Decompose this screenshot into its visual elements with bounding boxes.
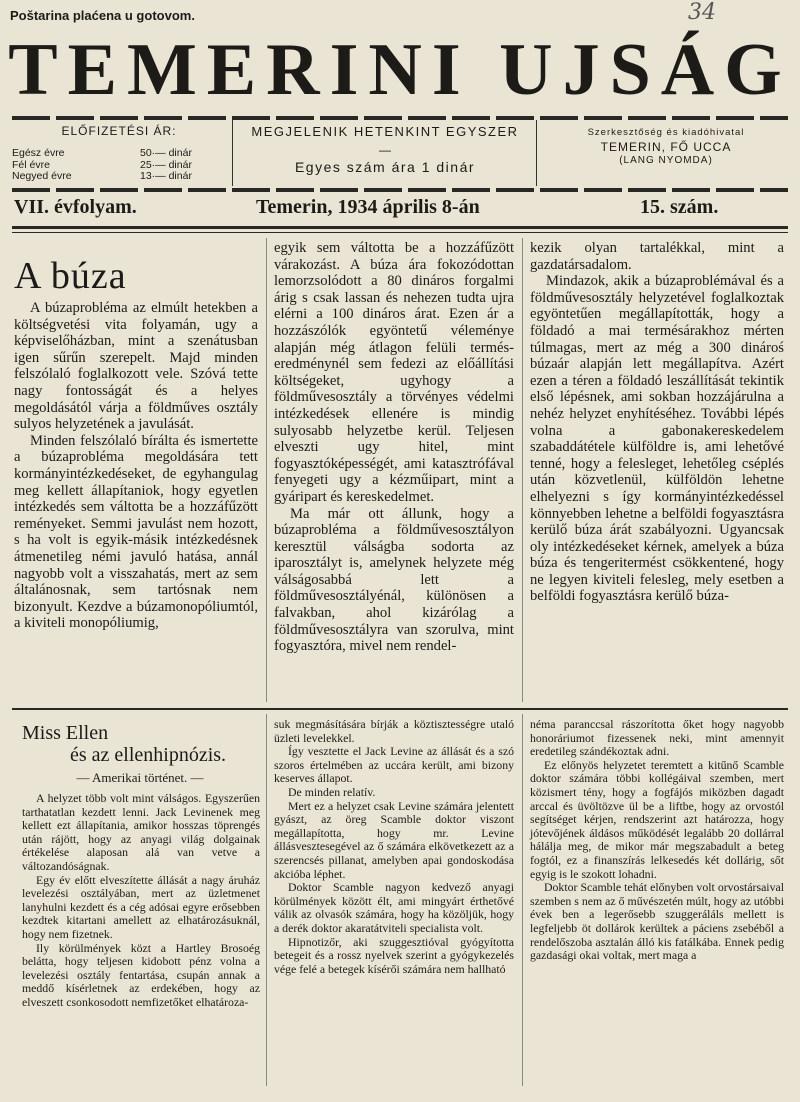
- article-column-1: [14, 300, 258, 632]
- subscription-price: 25·— dinár: [140, 158, 192, 171]
- article-paragraph: Mindazok, akik a búzaproblémával és a földművesosztály helyzetével foglalkoztak egyöntetűen megállapították, hogy a földadó a mai termésárakhoz mérten túlmagas, mert az még a 300 dinároś búzaár alapján lett megállapítva. Azért ezen a téren a földadó leszállítását tekintik első lépésnek, ami sokban hozzájárulna a nehéz helyzet enyhítéséhez. További lépés volna a gabonakereskedelem szabaddátétele külföldre is, ami lehetővé tenné, hogy a felesleget, lehetőleg cséplés után közvetlenül, külföldön lehetne elhelyezni s így kormányintézkedéssel könnyebben lehetne a belföldi fogyasztásra kerülő búza árát szabályozni. Ugyancsak oly intézkedéseket kérnek, amelyek a búza búza és tengeritermést csökkentené, hogy ne legyen kiviteli felesleg, mely esetben a belföldi fogyasztásra kerülő búza-: [530, 273, 784, 605]
- story-title-line-1: Miss Ellen: [22, 722, 109, 744]
- subscription-period: Negyed évre: [12, 170, 72, 182]
- subscription-price: 50·— dinár: [140, 147, 192, 159]
- story-paragraph: néma paranccsal rászorította őket hogy nagyobb honoráriumot fizessenek neki, mint amennyit eredetileg szándékoztak adni.: [530, 717, 784, 759]
- newspaper-title: TEMERINI UJSÁG: [8, 29, 792, 111]
- article-paragraph: A búzaprobléma az elmúlt hetekben a költségvetési vita folyamán, ugy a képviselőházban, mint a szenátusban igen sűrűn szerepelt. Majd minden felszólaló foglalkozott vele. Szóvá tette nagy fontosságát és a helyes megoldásától várja a földműves osztály sulyos helyzetének a javulását.: [14, 300, 258, 433]
- story-title-line-2: és az ellenhipnózis.: [70, 744, 227, 766]
- masthead-rule-middle: [12, 188, 788, 192]
- header-divider: [232, 120, 233, 186]
- story-paragraph: Mert ez a helyzet csak Levine számára jelentett gyászt, az öreg Scamble doktor viszont megállapította, hogy mr. Levine állásvesztesegével az ő számára elkövetkezett az a szerencsés pillanat, amelyben apai gondoskodása akcióba léphet.: [274, 798, 514, 881]
- subscription-heading: ELŐFIZETÉSI ÁR:: [61, 124, 177, 138]
- subscription-row: [12, 148, 226, 160]
- article-paragraph: Ma már ott állunk, hogy a búzaprobléma a földművesosztályon keresztül válságba sodorta az iparosztályt is, amelynek helyzete még válságosabbá lett a földművesosztályénál, különösen a falvakban, ahol kizárólag a földművesosztályra van szorulva, mint fogyasztóra, mivel nem rendel-: [274, 505, 514, 655]
- volume-number: VII. évfolyam.: [14, 196, 137, 218]
- masthead-rule-bottom: [12, 226, 788, 229]
- subscription-row: [12, 171, 226, 183]
- story-subtitle: — Amerikai történet. —: [76, 770, 204, 785]
- article-column-2: [274, 240, 514, 655]
- story-paragraph: Ez előnyös helyzetet teremtett a kitűnő Scamble doktor számára többi kollégáival szemben, mert közismert tény, hogy a fogfájós miközben dagadt arccal és üvöltözve ül be a liftbe, hogy az orvostól segítséget kérjen, rendszerint azt határozza, hogy jótevőjének áldásos működését legalább 20 dollárral hálálja meg, de mikor már megszabadult a beteg fogtól, ez a finanszírás lelkesedés két dollárig, sőt egyig is le szokott lohadni.: [530, 757, 784, 881]
- subscription-period: Fél évre: [12, 158, 50, 171]
- story-column-2: [274, 718, 514, 976]
- story-paragraph: De minden relatív.: [288, 784, 376, 799]
- single-issue-price: Egyes szám ára 1 dinár: [294, 159, 476, 175]
- story-paragraph: Egy év előtt elveszítette állását a nagy áruház levelezési osztályában, mert az üzletmenet lanyhulni kezdett és a cég adósai egyre erősebben kezdtek kitartani amellett az elhatározásuknál, hogy nem fizetnek.: [22, 872, 260, 941]
- column-divider: [522, 714, 523, 1086]
- story-paragraph: A helyzet több volt mint válságos. Egyszerűen tarthatatlan kezdett lenni. Jack Levinenek meg kellett ezt állapítania, amikor hosszas töprengés után rájött, hogy az anyagi világ dolgainak értékelése alaposan alá van vetve a változandóságnak.: [22, 791, 260, 873]
- masthead-rule-top: [12, 116, 788, 120]
- column-divider: [266, 238, 267, 702]
- article-column-3: [530, 240, 784, 605]
- story-paragraph: Hipnotizőr, aki szuggesztióval gyógyította betegeit és a rossz nyelvek szerint a gyógykezelés vége felé a betegek kísérői számára nem hallható: [274, 934, 514, 976]
- issue-number: 15. szám.: [640, 196, 719, 218]
- handwritten-mark: 34: [688, 0, 716, 25]
- story-paragraph: Így vesztette el Jack Levine az állását és a szó szoros értelmében az uccára került, ami bizony keserves állapot.: [274, 744, 514, 786]
- editorial-address: TEMERIN, FŐ UCCA: [600, 140, 732, 154]
- article-paragraph: kezik olyan tartalékkal, mint a gazdatársadalom.: [530, 240, 784, 273]
- place-and-date: Temerin, 1934 április 8-án: [256, 196, 480, 218]
- article-paragraph: egyik sem váltotta be a hozzáfűzött várakozást. A búza ára fokozódottan lemorzsolódott a 80 dináros forgalmi árig s csak lassan és nehezen tudta ujra elérni a 100 dináros árat. Ezen ár a hozzászólók egyöntetű véleménye alapján még átlagon felüli termés-eredménynél sem fedezi az előállítási költségeket, ugyhogy a földművesosztály a törvényes védelmi intézkedések ellenére is mindig sulyosabb helyzetbe kerül. Teljesen elveszti ugy hitel, mint fogyasztóképességét, ami katasztrófával fenyegeti ugy a kézműipart, mint a gyáripart és kereskedelmet.: [274, 240, 514, 505]
- column-divider: [266, 714, 267, 1086]
- editorial-printer: (LANG NYOMDA): [619, 155, 713, 166]
- story-paragraph: suk megmásítására bírják a köztisztességre utaló üzleti levelekkel.: [274, 717, 514, 745]
- section-rule: [12, 708, 788, 710]
- story-paragraph: Ily körülmények közt a Hartley Brosoég belátta, hogy teljesen kidobott pénz volna a levelezési osztály fentartása, csupán annak a meddő kísérletnek az erdekében, hogy az elveszett csonkosodott nemfizetőket elhatároza-: [22, 940, 260, 1009]
- subscription-price: 13·— dinár: [140, 170, 192, 182]
- publication-frequency: MEGJELENIK HETENKINT EGYSZER: [251, 124, 519, 139]
- subscription-period: Egész évre: [12, 147, 65, 159]
- story-paragraph: Doktor Scamble tehát előnyben volt orvostársaival szemben s nem az ő művészetén múlt, hogy az utóbbi évek ben a legerősebb szuggeráláls mellett is legfeljebb öt dollárok kerültek a páciens zsebéből a rendelőszoba asztalán álló kis fatálkába. Ennek pedig gazdasági okai voltak, mert maga a: [530, 880, 784, 963]
- story-paragraph: Doktor Scamble nagyon kedvező anyagi körülmények között élt, ami mingyárt érthetővé válik az olvasók számára, hogy ha közöljük, hogy a derék doktor akaratátviteli specialista volt.: [274, 880, 514, 935]
- story-column-3: [530, 718, 784, 963]
- column-divider: [522, 238, 523, 702]
- header-divider: [536, 120, 537, 186]
- editorial-box: [544, 126, 788, 168]
- publication-box: [240, 124, 530, 175]
- editorial-office: Szerkesztőség és kiadóhivatal: [587, 127, 745, 138]
- article-paragraph: Minden felszólaló bírálta és ismertette a búzaprobléma megoldására tett kormányintézkedéseket, de egyhangulag meg kellett állapítaniok, hogy egyetlen intézkedés sem váltotta be a hozzáfűzött reményeket. Semmi javulást nem hozott, s ha volt is egyik-másik intézkedésnek átmenetileg némi javuló hatása, annál nagyobb volt a visszahatás, mert az sem általánosnak, sem tartósnak nem bizonyult. Kezdve a búzamonopóliumtól, a kiviteli monopóliumig,: [14, 432, 258, 632]
- subscription-box: [12, 124, 226, 183]
- postal-note: Poštarina plaćena u gotovom.: [10, 8, 195, 23]
- article-headline: A búza: [14, 255, 127, 297]
- publication-dash: —: [379, 143, 391, 157]
- story-column-1: [22, 792, 260, 1010]
- masthead-rule-thin: [12, 232, 788, 233]
